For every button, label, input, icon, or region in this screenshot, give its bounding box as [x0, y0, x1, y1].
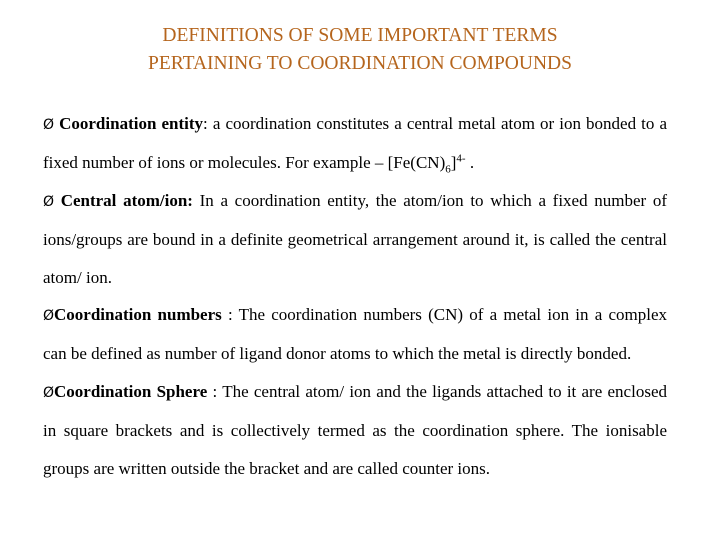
arrow-bullet-icon: Ø — [43, 117, 55, 133]
term-label: Coordination Sphere — [54, 381, 208, 401]
formula-close: ] — [450, 153, 457, 173]
title-line-2: PERTAINING TO COORDINATION COMPOUNDS — [148, 53, 572, 74]
arrow-bullet-icon: Ø — [43, 193, 55, 210]
definition-central-atom — [43, 182, 667, 296]
definition-text: : a coordination constitutes a central metal atom or ion bonded to a fixed number of ions or molecules. For example – [Fe(CN) — [43, 114, 668, 173]
definition-text: : The central atom/ ion and the ligands attached to it are enclosed in square brackets and is collectively termed as the coordination sphere. The ionisable groups are written outside the bracket and are called counter ions. — [43, 381, 667, 478]
term-label: Coordination numbers — [54, 305, 222, 325]
term-label: Coordination entity — [59, 114, 204, 133]
term-label: Central atom/ion: — [60, 190, 193, 210]
definition-coordination-numbers — [43, 296, 667, 373]
arrow-bullet-icon: Ø — [43, 384, 55, 401]
definition-text: : The coordination numbers (CN) of a metal ion in a complex can be defined as number of ligand donor atoms to which the metal is directly bonded. — [43, 305, 667, 364]
arrow-bullet-icon: Ø — [43, 308, 55, 325]
title-line-1: DEFINITIONS OF SOME IMPORTANT TERMS — [162, 25, 558, 46]
definitions-list — [43, 105, 667, 487]
definition-text: In a coordination entity, the atom/ion to which a fixed number of ions/groups are bound in a definite geometrical arrangement around it, is called the central atom/ ion. — [43, 190, 668, 287]
page-title — [0, 22, 720, 78]
formula-superscript: 4- — [456, 152, 466, 165]
formula-subscript: 6 — [445, 163, 451, 176]
definition-coordination-entity — [43, 105, 667, 182]
definition-coordination-sphere — [43, 373, 667, 487]
definition-text-end: . — [465, 153, 475, 173]
